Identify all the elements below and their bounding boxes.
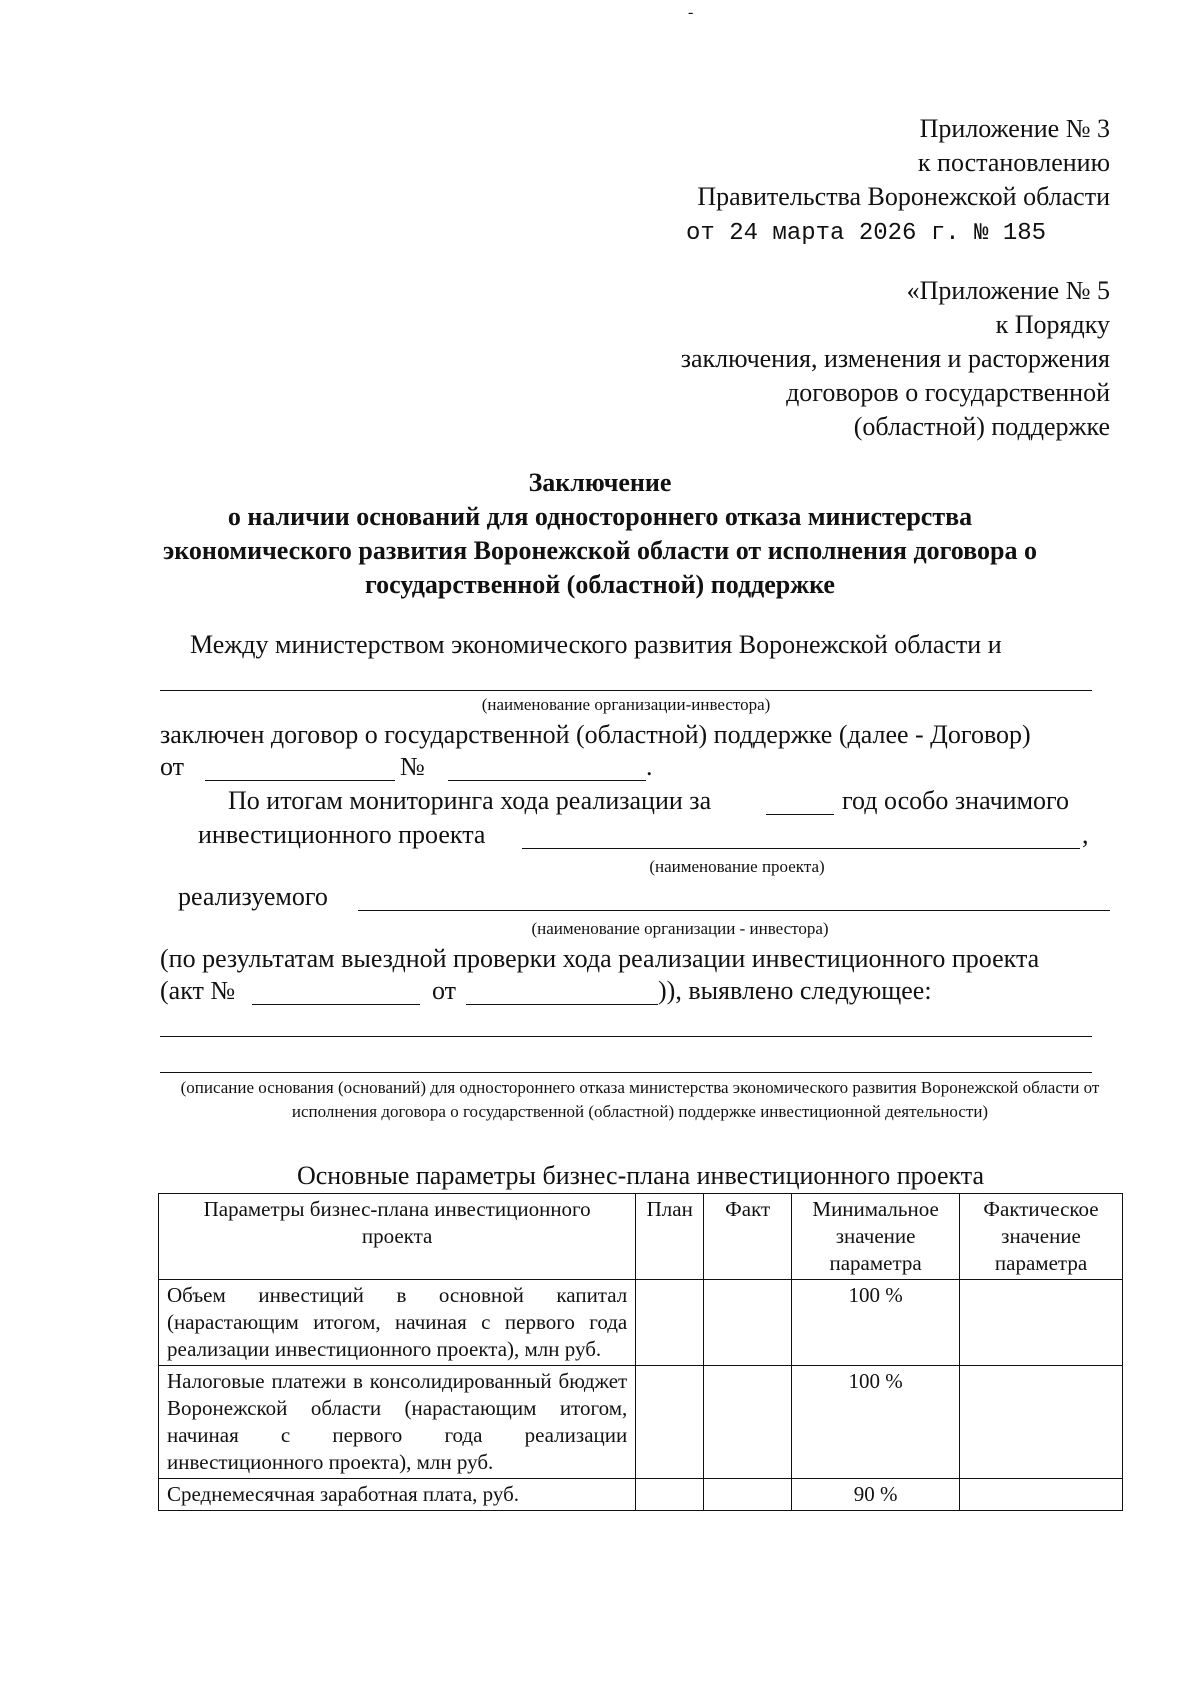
title-line2: о наличии оснований для одностороннего отказа министерства bbox=[227, 502, 973, 531]
appendix-header bbox=[697, 112, 1110, 214]
project-name-line[interactable] bbox=[522, 848, 1080, 849]
row-actual[interactable] bbox=[960, 1366, 1123, 1479]
header-param: Параметры бизнес-плана инвестиционного проекта bbox=[159, 1194, 636, 1280]
period-end: . bbox=[646, 752, 653, 781]
table-row bbox=[159, 1280, 1123, 1366]
inspection-text: (по результатам выездной проверки хода реализации инвестиционного проекта bbox=[160, 944, 1040, 973]
row-param: Среднемесячная заработная плата, руб. bbox=[159, 1479, 636, 1511]
order-appendix bbox=[681, 274, 1110, 444]
contract-date-line[interactable] bbox=[205, 780, 395, 781]
contract-number-line[interactable] bbox=[448, 780, 646, 781]
contract-text: заключен договор о государственной (областной) поддержке (далее - Договор) bbox=[160, 720, 1031, 749]
header-fact: Факт bbox=[704, 1194, 792, 1280]
order-appendix-line3: заключения, изменения и расторжения bbox=[680, 344, 1110, 373]
appendix-number: Приложение № 3 bbox=[919, 114, 1110, 143]
row-fact[interactable] bbox=[704, 1366, 792, 1479]
row-plan[interactable] bbox=[636, 1479, 704, 1511]
implemented-label: реализуемого bbox=[178, 882, 328, 911]
title-line4: государственной (областной) поддержке bbox=[365, 570, 835, 599]
header-plan: План bbox=[636, 1194, 704, 1280]
row-fact[interactable] bbox=[704, 1479, 792, 1511]
project-label: инвестиционного проекта bbox=[198, 820, 486, 849]
from-label: от bbox=[160, 752, 185, 781]
act-from: от bbox=[432, 976, 457, 1005]
order-appendix-line5: (областной) поддержке bbox=[853, 412, 1110, 441]
header-min: Минимальное значение параметра bbox=[792, 1194, 960, 1280]
implementer-line[interactable] bbox=[358, 910, 1110, 911]
act-tail: )), выявлено следующее: bbox=[658, 976, 932, 1005]
appendix-government: Правительства Воронежской области bbox=[697, 182, 1110, 211]
intro-text: Между министерством экономического развития Воронежской области и bbox=[190, 630, 1002, 659]
parameters-table bbox=[158, 1193, 1123, 1511]
row-min: 100 % bbox=[792, 1280, 960, 1366]
table-row bbox=[159, 1479, 1123, 1511]
description-line-1[interactable] bbox=[160, 1036, 1092, 1037]
description-line-2[interactable] bbox=[160, 1072, 1092, 1073]
row-actual[interactable] bbox=[960, 1280, 1123, 1366]
table-title: Основные параметры бизнес-плана инвестиционного проекта bbox=[296, 1161, 985, 1190]
caption-org: (наименование организации-инвестора) bbox=[481, 695, 771, 714]
caption-description: (описание основания (оснований) для одностороннего отказа министерства экономического развития Воронежской области от исполнения договора о государственной (областной) поддержке инвестиционной деятельности) bbox=[180, 1078, 1100, 1121]
number-label: № bbox=[400, 752, 425, 781]
title-line3: экономического развития Воронежской области от исполнения договора о bbox=[163, 536, 1037, 565]
act-label: (акт № bbox=[160, 976, 236, 1005]
row-param: Налоговые платежи в консолидированный бюджет Воронежской области (нарастающим итогом, начиная с первого года реализации инвестиционного проекта), млн руб. bbox=[159, 1366, 636, 1479]
year-line[interactable] bbox=[766, 814, 834, 815]
row-fact[interactable] bbox=[704, 1280, 792, 1366]
table-row bbox=[159, 1366, 1123, 1479]
row-plan[interactable] bbox=[636, 1280, 704, 1366]
row-min: 90 % bbox=[792, 1479, 960, 1511]
appendix-resolution: к постановлению bbox=[917, 148, 1110, 177]
monitoring-tail: год особо значимого bbox=[842, 786, 1070, 815]
document-title bbox=[100, 466, 1100, 602]
row-param: Объем инвестиций в основной капитал (нарастающим итогом, начиная с первого года реализации инвестиционного проекта), млн руб. bbox=[159, 1280, 636, 1366]
title-line1: Заключение bbox=[528, 468, 672, 497]
header-actual: Фактическое значение параметра bbox=[960, 1194, 1123, 1280]
order-appendix-line2: к Порядку bbox=[995, 310, 1110, 339]
project-comma: , bbox=[1082, 820, 1089, 849]
row-min: 100 % bbox=[792, 1366, 960, 1479]
row-actual[interactable] bbox=[960, 1479, 1123, 1511]
order-appendix-line4: договоров о государственной bbox=[786, 378, 1110, 407]
org-name-line[interactable] bbox=[160, 690, 1092, 691]
caption-project: (наименование проекта) bbox=[649, 857, 825, 876]
table-header-row bbox=[159, 1194, 1123, 1280]
resolution-stamp: от 24 марта 2026 г. № 185 bbox=[686, 220, 1047, 247]
caption-org2: (наименование организации - инвестора) bbox=[531, 919, 829, 938]
monitoring-text: По итогам мониторинга хода реализации за bbox=[228, 786, 712, 815]
act-date-line[interactable] bbox=[466, 1004, 658, 1005]
top-mark: - bbox=[688, 4, 694, 21]
row-plan[interactable] bbox=[636, 1366, 704, 1479]
act-number-line[interactable] bbox=[252, 1004, 420, 1005]
order-appendix-number: «Приложение № 5 bbox=[906, 276, 1110, 305]
